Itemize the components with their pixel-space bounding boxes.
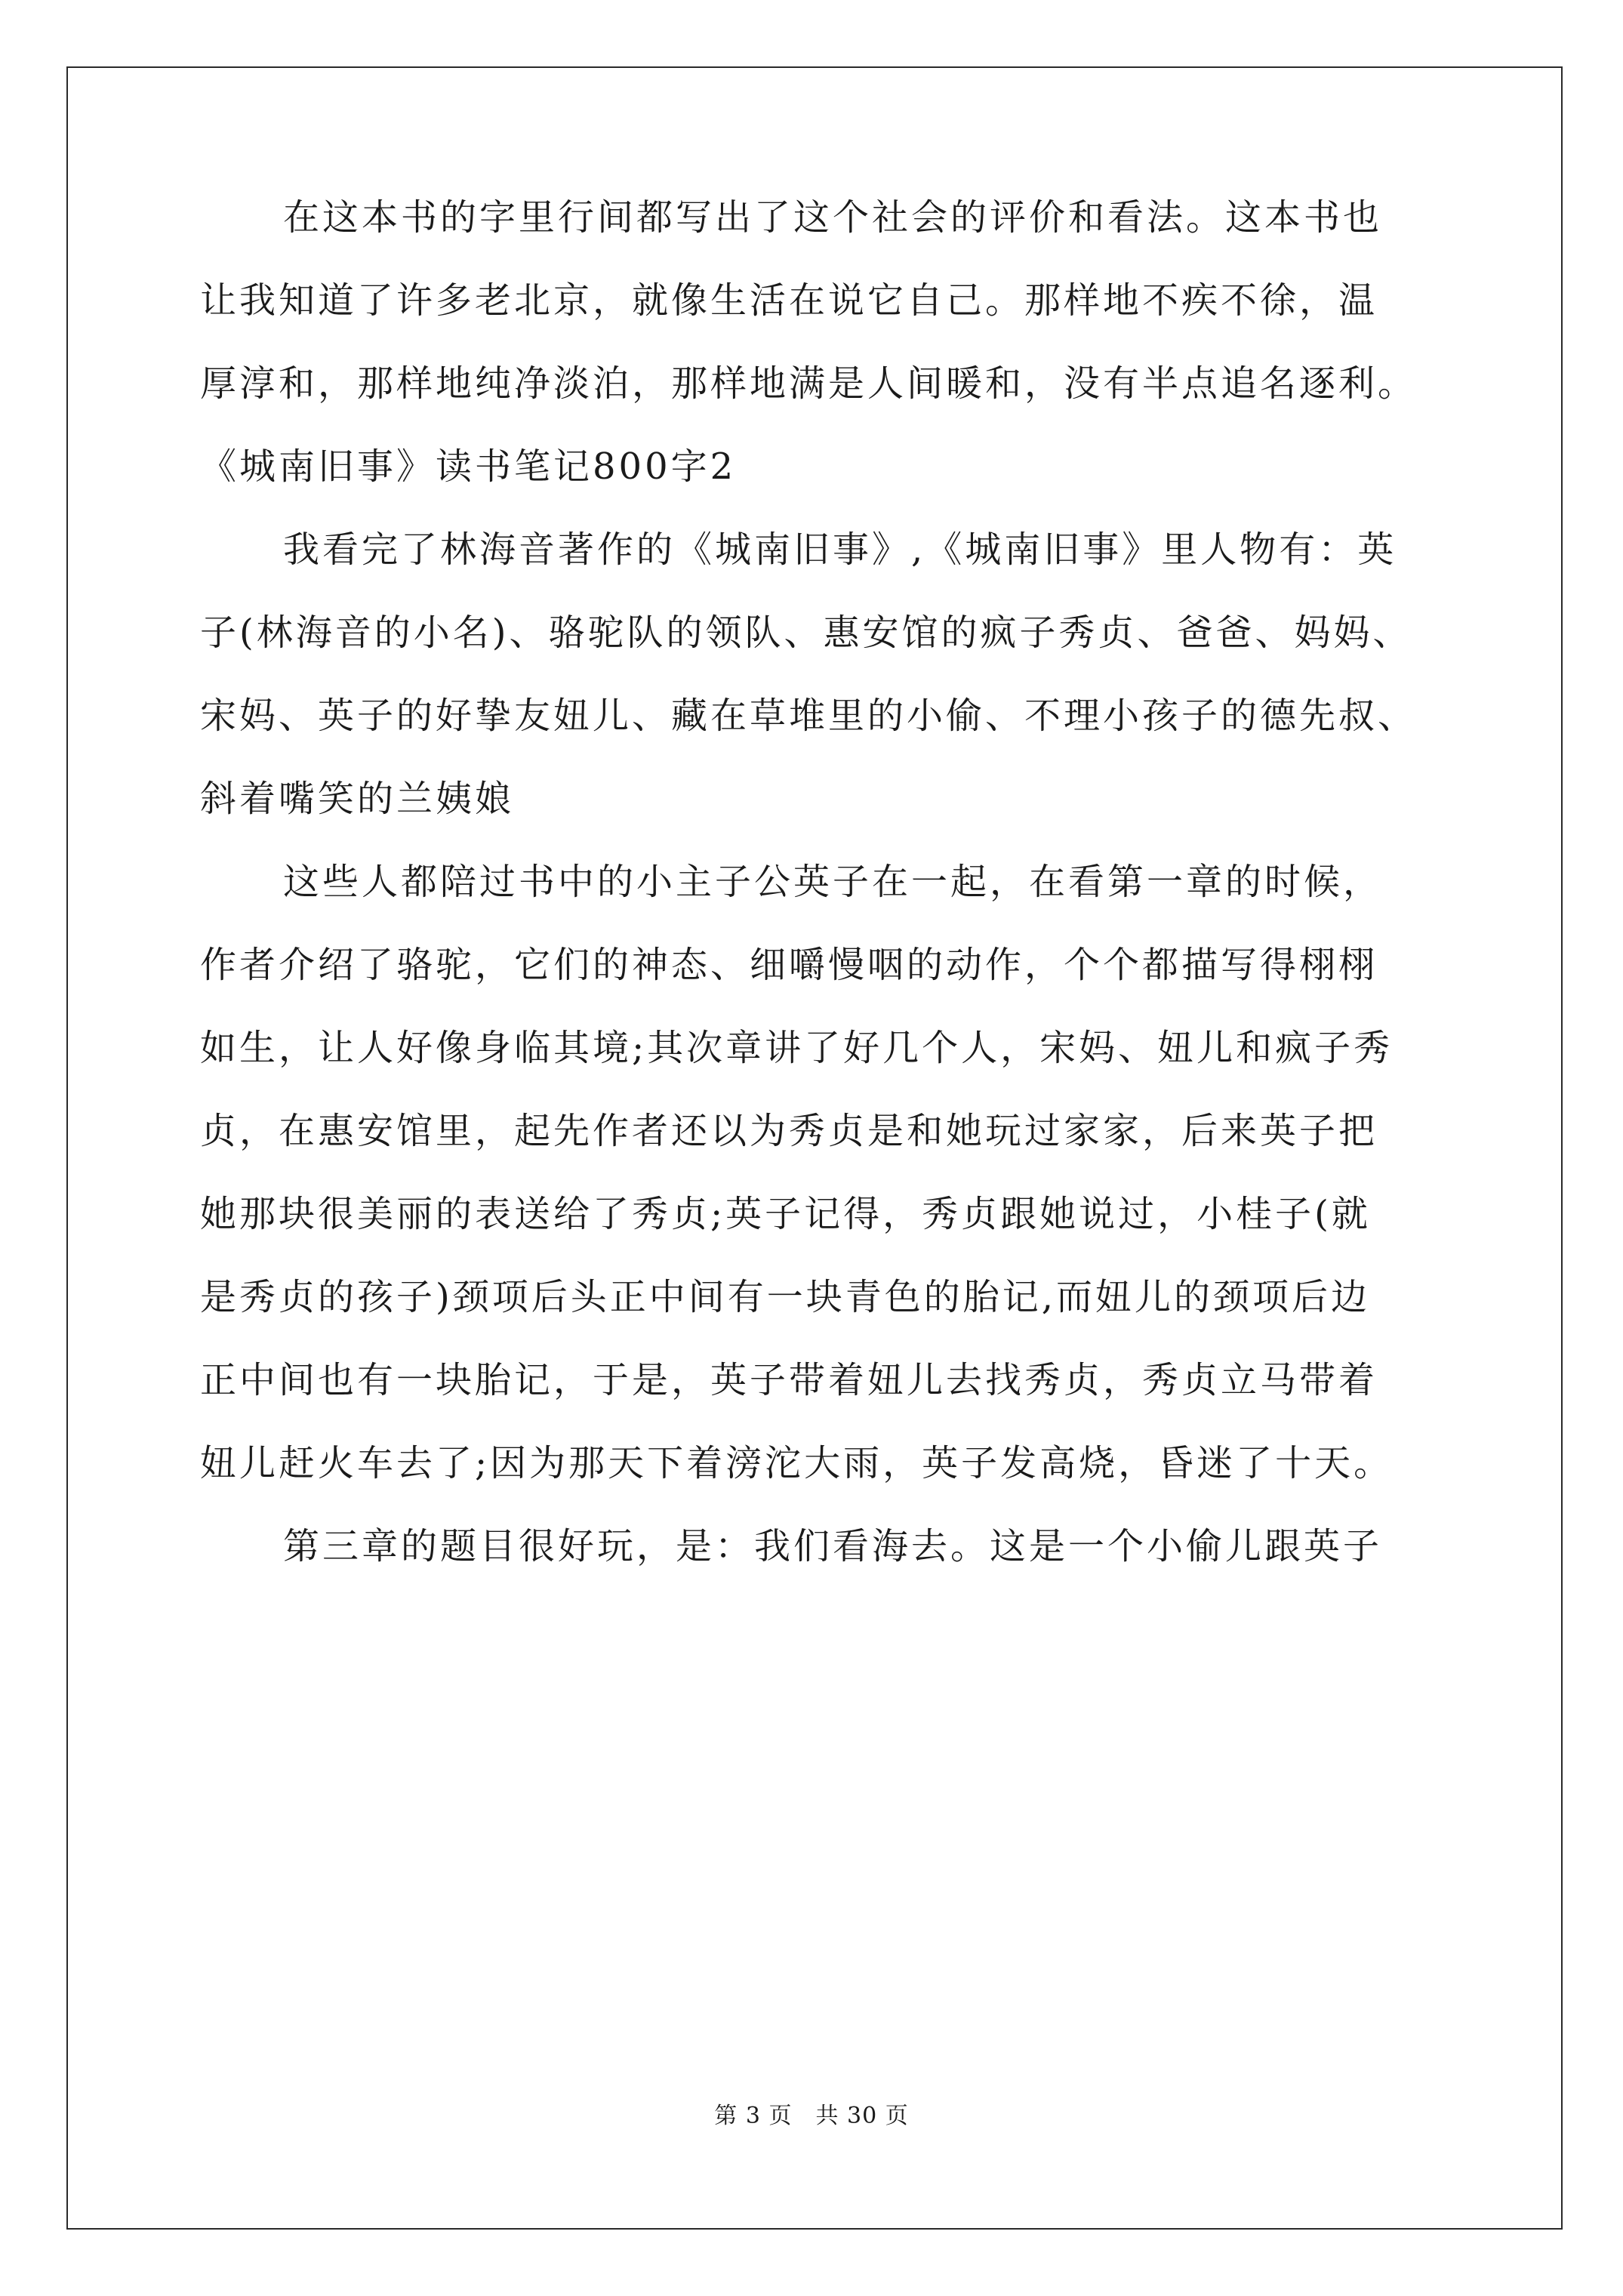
text-line: 如生，让人好像身临其境;其次章讲了好几个人，宋妈、妞儿和疯子秀 [200, 1027, 1394, 1069]
text-line: 斜着嘴笑的兰姨娘 [200, 778, 515, 820]
text-line: 她那块很美丽的表送给了秀贞;英子记得，秀贞跟她说过，小桂子(就 [200, 1193, 1371, 1235]
text-line: 我看完了林海音著作的《城南旧事》,《城南旧事》里人物有：英 [283, 529, 1397, 571]
heading-line: 《城南旧事》读书笔记800字2 [200, 445, 737, 488]
text-line: 在这本书的字里行间都写出了这个社会的评价和看法。这本书也 [283, 196, 1383, 239]
text-line: 厚淳和，那样地纯净淡泊，那样地满是人间暖和，没有半点追名逐利。 [200, 362, 1418, 405]
text-line: 是秀贞的孩子)颈项后头正中间有一块青色的胎记,而妞儿的颈项后边 [200, 1276, 1370, 1318]
text-line: 让我知道了许多老北京，就像生活在说它自己。那样地不疾不徐，温 [200, 279, 1378, 322]
text-line: 第三章的题目很好玩，是：我们看海去。这是一个小偷儿跟英子 [283, 1525, 1383, 1567]
page-number-footer: 第 3 页 共 30 页 [714, 2103, 909, 2129]
text-line: 妞儿赶火车去了;因为那天下着滂沱大雨，英子发高烧，昏迷了十天。 [200, 1442, 1394, 1484]
text-line: 作者介绍了骆驼，它们的神态、细嚼慢咽的动作，个个都描写得栩栩 [200, 944, 1378, 986]
text-line: 正中间也有一块胎记，于是，英子带着妞儿去找秀贞，秀贞立马带着 [200, 1359, 1378, 1401]
text-line: 子(林海音的小名)、骆驼队的领队、惠安馆的疯子秀贞、爸爸、妈妈、 [200, 612, 1412, 654]
text-line: 宋妈、英子的好挚友妞儿、藏在草堆里的小偷、不理小孩子的德先叔、 [200, 695, 1418, 737]
text-line: 贞，在惠安馆里，起先作者还以为秀贞是和她玩过家家，后来英子把 [200, 1110, 1378, 1152]
text-line: 这些人都陪过书中的小主子公英子在一起，在看第一章的时候， [283, 861, 1383, 903]
